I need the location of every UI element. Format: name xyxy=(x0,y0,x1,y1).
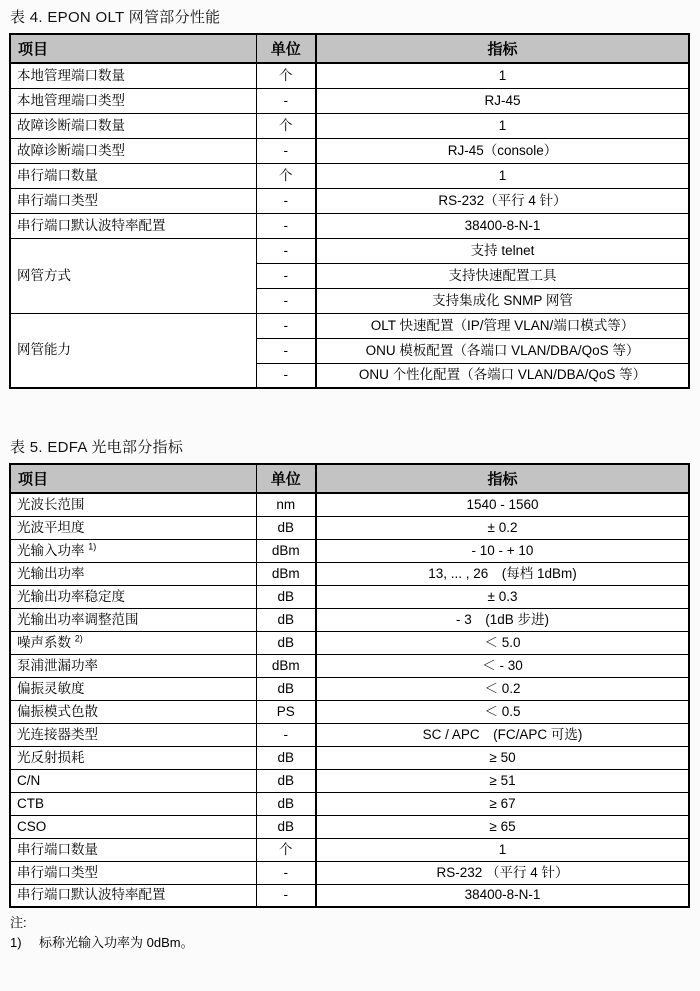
unit-cell: - xyxy=(256,723,316,746)
unit-cell: - xyxy=(256,884,316,907)
value-cell: 支持集成化 SNMP 网管 xyxy=(316,288,689,313)
item-cell: 串行端口默认波特率配置 xyxy=(10,884,256,907)
unit-cell: - xyxy=(256,188,316,213)
table-epon-olt-nms xyxy=(9,33,690,389)
item-cell: 偏振模式色散 xyxy=(10,700,256,723)
table-row xyxy=(10,188,689,213)
value-cell: ≥ 50 xyxy=(316,746,689,769)
table-row xyxy=(10,838,689,861)
value-cell: RJ-45（console） xyxy=(316,138,689,163)
item-cell: CTB xyxy=(10,792,256,815)
column-header: 指标 xyxy=(316,464,689,493)
table-row xyxy=(10,493,689,516)
table-row xyxy=(10,539,689,562)
table-edfa-specs xyxy=(9,463,690,908)
table4-title: 表 4. EPON OLT 网管部分性能 xyxy=(10,9,221,26)
item-cell: 串行端口默认波特率配置 xyxy=(10,213,256,238)
value-cell: 1 xyxy=(316,63,689,88)
value-cell: ＜ 5.0 xyxy=(316,631,689,654)
column-header: 单位 xyxy=(256,464,316,493)
header-row xyxy=(10,34,689,63)
unit-cell: dB xyxy=(256,516,316,539)
value-cell: ≥ 67 xyxy=(316,792,689,815)
value-cell: ± 0.3 xyxy=(316,585,689,608)
column-header: 指标 xyxy=(316,34,689,63)
item-cell: 网管能力 xyxy=(10,313,256,388)
item-cell: 偏振灵敏度 xyxy=(10,677,256,700)
unit-cell: nm xyxy=(256,493,316,516)
item-cell: 噪声系数 $^{2)}$ xyxy=(10,631,256,654)
value-cell: 支持快速配置工具 xyxy=(316,263,689,288)
table-row xyxy=(10,113,689,138)
table-row xyxy=(10,631,689,654)
item-cell: 光输出功率稳定度 xyxy=(10,585,256,608)
unit-cell: dB xyxy=(256,585,316,608)
unit-cell: - xyxy=(256,238,316,263)
unit-cell: dB xyxy=(256,631,316,654)
table-row xyxy=(10,213,689,238)
footnote-text: 标称光输入功率为 0dBm。 xyxy=(39,935,194,950)
item-cell: 光输出功率调整范围 xyxy=(10,608,256,631)
item-cell: 光输入功率 $^{1)}$ xyxy=(10,539,256,562)
notes-section xyxy=(10,915,700,950)
table-row xyxy=(10,700,689,723)
unit-cell: dB xyxy=(256,608,316,631)
unit-cell: 个 xyxy=(256,163,316,188)
unit-cell: dB xyxy=(256,769,316,792)
unit-cell: PS xyxy=(256,700,316,723)
value-cell: 支持 telnet xyxy=(316,238,689,263)
unit-cell: dB xyxy=(256,746,316,769)
unit-cell: - xyxy=(256,313,316,338)
unit-cell: - xyxy=(256,288,316,313)
value-cell: 38400-8-N-1 xyxy=(316,213,689,238)
column-header: 项目 xyxy=(10,34,256,63)
unit-cell: 个 xyxy=(256,63,316,88)
column-header: 单位 xyxy=(256,34,316,63)
column-header: 项目 xyxy=(10,464,256,493)
unit-cell: dB xyxy=(256,815,316,838)
item-cell: 本地管理端口数量 xyxy=(10,63,256,88)
unit-cell: - xyxy=(256,88,316,113)
table5-title: 表 5. EDFA 光电部分指标 xyxy=(10,439,184,456)
value-cell: ＜ - 30 xyxy=(316,654,689,677)
unit-cell: 个 xyxy=(256,838,316,861)
item-cell: 故障诊断端口类型 xyxy=(10,138,256,163)
table-row xyxy=(10,238,689,263)
unit-cell: 个 xyxy=(256,113,316,138)
table-row xyxy=(10,654,689,677)
value-cell: ＜ 0.5 xyxy=(316,700,689,723)
item-cell: 故障诊断端口数量 xyxy=(10,113,256,138)
unit-cell: dBm xyxy=(256,539,316,562)
unit-cell: dB xyxy=(256,677,316,700)
unit-cell: dBm xyxy=(256,654,316,677)
table-row xyxy=(10,861,689,884)
item-cell: 光波长范围 xyxy=(10,493,256,516)
item-cell: 光反射损耗 xyxy=(10,746,256,769)
item-cell: 本地管理端口类型 xyxy=(10,88,256,113)
unit-cell: - xyxy=(256,363,316,388)
value-cell: RS-232（平行 4 针） xyxy=(316,188,689,213)
table-row xyxy=(10,562,689,585)
table-row xyxy=(10,746,689,769)
value-cell: 1 xyxy=(316,163,689,188)
footnote-number: 1) xyxy=(10,935,22,950)
item-cell: 串行端口类型 xyxy=(10,861,256,884)
footnote-1 xyxy=(10,935,700,950)
item-cell: 光输出功率 xyxy=(10,562,256,585)
value-cell: - 10 - + 10 xyxy=(316,539,689,562)
table-row xyxy=(10,723,689,746)
item-cell: 串行端口数量 xyxy=(10,163,256,188)
item-cell: 网管方式 xyxy=(10,238,256,313)
table-row xyxy=(10,608,689,631)
notes-label: 注: xyxy=(10,915,27,930)
unit-cell: - xyxy=(256,338,316,363)
value-cell: ≥ 51 xyxy=(316,769,689,792)
unit-cell: dB xyxy=(256,792,316,815)
table-row xyxy=(10,677,689,700)
value-cell: OLT 快速配置（IP/管理 VLAN/端口模式等） xyxy=(316,313,689,338)
table-row xyxy=(10,138,689,163)
table-row xyxy=(10,63,689,88)
value-cell: RS-232 （平行 4 针） xyxy=(316,861,689,884)
unit-cell: - xyxy=(256,138,316,163)
table-row xyxy=(10,516,689,539)
table-row xyxy=(10,884,689,907)
table-row xyxy=(10,769,689,792)
item-cell: C/N xyxy=(10,769,256,792)
unit-cell: dBm xyxy=(256,562,316,585)
unit-cell: - xyxy=(256,861,316,884)
value-cell: ONU 模板配置（各端口 VLAN/DBA/QoS 等） xyxy=(316,338,689,363)
item-cell: 串行端口类型 xyxy=(10,188,256,213)
value-cell: ≥ 65 xyxy=(316,815,689,838)
item-cell: 光连接器类型 xyxy=(10,723,256,746)
unit-cell: - xyxy=(256,263,316,288)
unit-cell: - xyxy=(256,213,316,238)
value-cell: ＜ 0.2 xyxy=(316,677,689,700)
value-cell: 1 xyxy=(316,113,689,138)
value-cell: SC / APC (FC/APC 可选) xyxy=(316,723,689,746)
value-cell: ONU 个性化配置（各端口 VLAN/DBA/QoS 等） xyxy=(316,363,689,388)
value-cell: ± 0.2 xyxy=(316,516,689,539)
item-cell: 串行端口数量 xyxy=(10,838,256,861)
value-cell: RJ-45 xyxy=(316,88,689,113)
item-cell: 光波平坦度 xyxy=(10,516,256,539)
table-row xyxy=(10,585,689,608)
value-cell: 38400-8-N-1 xyxy=(316,884,689,907)
value-cell: 1540 - 1560 xyxy=(316,493,689,516)
value-cell: 13, ... , 26 (每档 1dBm) xyxy=(316,562,689,585)
table-row xyxy=(10,163,689,188)
item-cell: 泵浦泄漏功率 xyxy=(10,654,256,677)
header-row xyxy=(10,464,689,493)
item-cell: CSO xyxy=(10,815,256,838)
footnote-ref: 2) xyxy=(74,633,83,644)
table-row xyxy=(10,792,689,815)
table-row xyxy=(10,88,689,113)
value-cell: 1 xyxy=(316,838,689,861)
table-row xyxy=(10,313,689,338)
value-cell: - 3 (1dB 步进) xyxy=(316,608,689,631)
footnote-ref: 1) xyxy=(88,541,97,552)
table-row xyxy=(10,815,689,838)
